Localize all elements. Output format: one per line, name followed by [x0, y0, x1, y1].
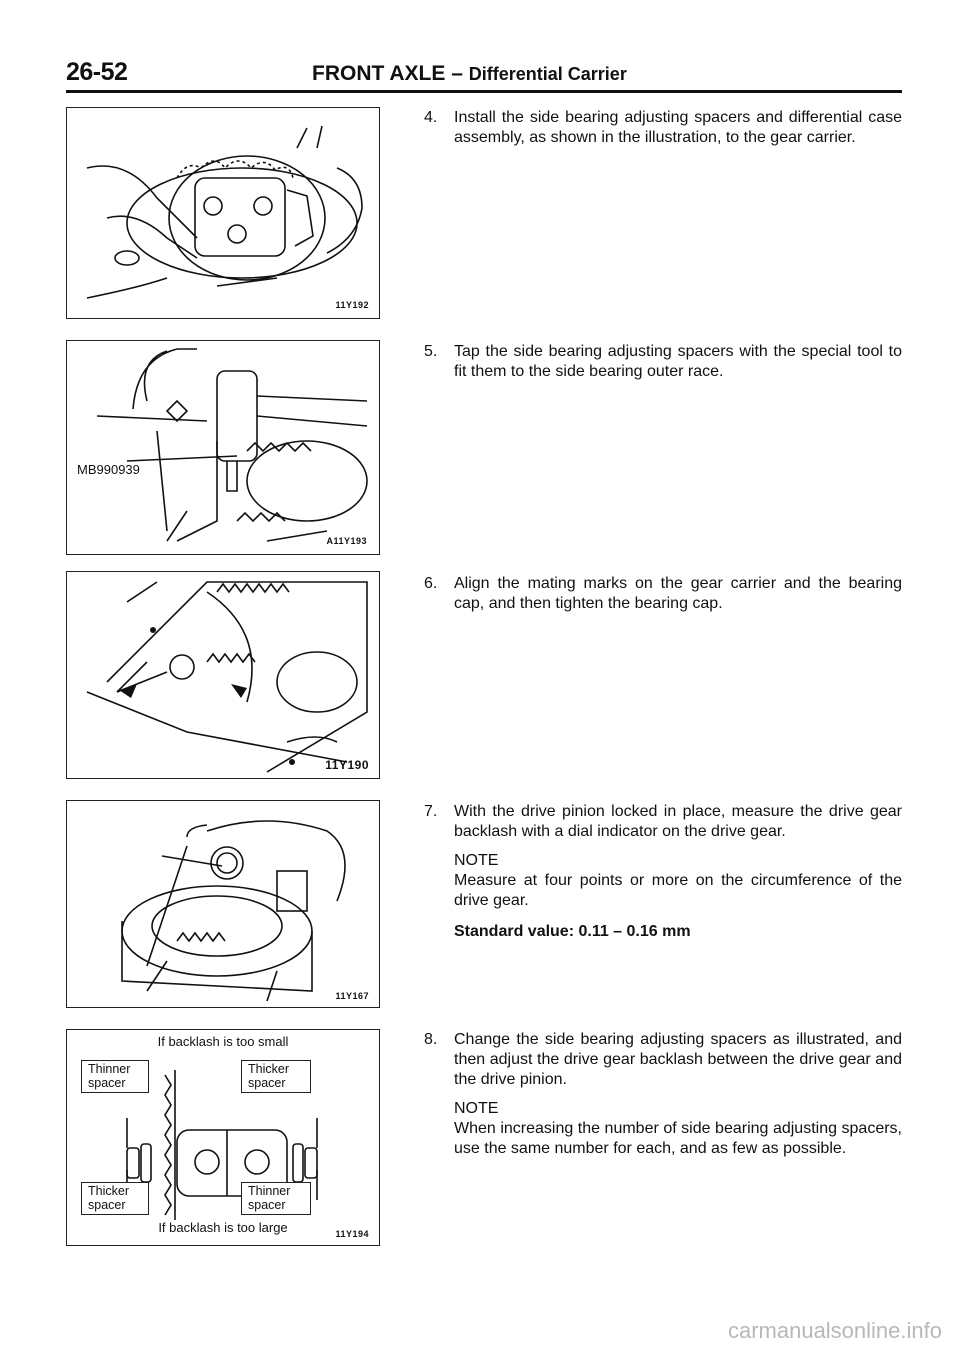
figure-code: 11Y190	[325, 758, 369, 772]
page-title	[312, 62, 627, 86]
figure-code: 11Y167	[335, 991, 369, 1001]
figure-bearing-cap-alignment	[66, 571, 380, 779]
note-text: When increasing the number of side bearing adjusting spacers, use the same number for each, and as few as possible.	[454, 1120, 902, 1157]
standard-value: Standard value: 0.11 – 0.16 mm	[454, 923, 691, 940]
note-block	[454, 851, 902, 911]
note-label: NOTE	[454, 852, 499, 869]
step-text: Install the side bearing adjusting spacers and differential case assembly, as shown in the illustration, to the gear carrier.	[454, 109, 902, 146]
chapter-title: FRONT AXLE	[312, 62, 446, 85]
step-number: 4.	[424, 109, 438, 126]
page-number: 26-52	[66, 58, 128, 86]
figure-code: A11Y193	[326, 536, 367, 546]
note-text: Measure at four points or more on the circumference of the drive gear.	[454, 872, 902, 909]
figure-special-tool-tap	[66, 340, 380, 555]
figure-differential-install	[66, 107, 380, 319]
step-number: 6.	[424, 575, 438, 592]
note-block	[454, 1099, 902, 1159]
caption-backlash-small: If backlash is too small	[157, 1034, 289, 1049]
step-text: Change the side bearing adjusting spacers as illustrated, and then adjust the drive gear backlash between the drive gear and the drive pinion.	[454, 1031, 902, 1088]
note-label: NOTE	[454, 1100, 499, 1117]
step-number: 5.	[424, 343, 438, 360]
label-thicker-spacer-top-right: Thicker spacer	[241, 1060, 311, 1093]
illustration-differential-case-install	[67, 108, 379, 318]
illustration-tapping-spacer	[67, 341, 379, 554]
step-text: Tap the side bearing adjusting spacers with the special tool to fit them to the side bearing outer race.	[454, 343, 902, 380]
step-7	[424, 802, 902, 942]
figure-spacer-selection	[66, 1029, 380, 1246]
caption-backlash-large: If backlash is too large	[158, 1220, 288, 1235]
step-number: 7.	[424, 803, 438, 820]
watermark: carmanualsonline.info	[727, 1318, 942, 1343]
label-thinner-spacer-bottom-right: Thinner spacer	[241, 1182, 311, 1215]
step-text: Align the mating marks on the gear carrier and the bearing cap, and then tighten the bearing cap.	[454, 575, 902, 612]
figure-dial-indicator	[66, 800, 380, 1008]
label-thicker-spacer-bottom-left: Thicker spacer	[81, 1182, 149, 1215]
figure-code: 11Y192	[335, 300, 369, 310]
section-title: Differential Carrier	[468, 64, 627, 84]
label-thinner-spacer-top-left: Thinner spacer	[81, 1060, 149, 1093]
tool-label: MB990939	[77, 462, 140, 477]
step-8	[424, 1030, 902, 1159]
step-5	[424, 342, 902, 382]
step-6	[424, 574, 902, 614]
title-dash: –	[451, 62, 463, 85]
illustration-backlash-measurement	[67, 801, 379, 1007]
page-header	[66, 58, 902, 93]
step-4	[424, 108, 902, 148]
figure-code: 11Y194	[335, 1229, 369, 1239]
illustration-mating-marks	[67, 572, 379, 778]
step-text: With the drive pinion locked in place, measure the drive gear backlash with a dial indicator on the drive gear.	[454, 803, 902, 840]
step-number: 8.	[424, 1031, 438, 1048]
